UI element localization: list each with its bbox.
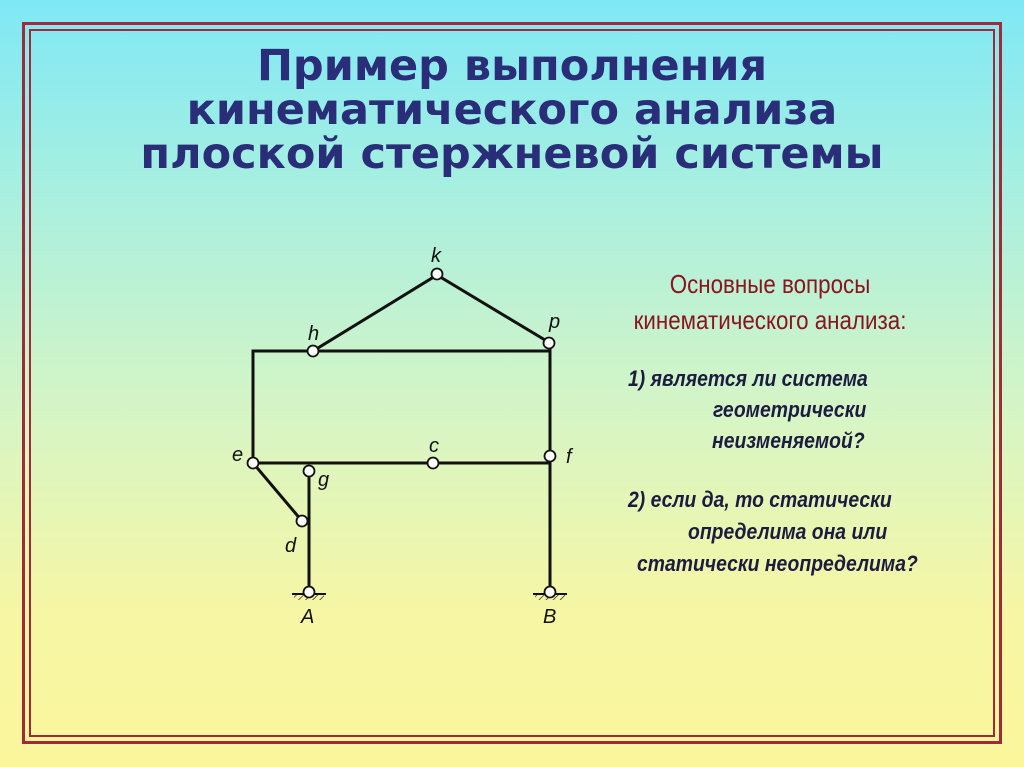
bar-rafter-right (437, 275, 550, 343)
heading-line-2: кинематического анализа: (633, 305, 907, 335)
hinge-f (545, 451, 556, 462)
label-c: c (429, 435, 439, 457)
hinge-B (545, 587, 556, 598)
question-1-line-2: геометрически (713, 397, 867, 422)
question-1-line-3: неизменяемой? (712, 428, 865, 453)
label-h: h (308, 323, 320, 345)
hinge-p (544, 338, 555, 349)
label-g: g (318, 469, 330, 491)
label-d: d (285, 535, 297, 557)
label-k: k (431, 245, 441, 267)
hinge-c (428, 458, 439, 469)
hinge-e (248, 458, 259, 469)
label-f: f (566, 446, 572, 468)
hinge-A (304, 587, 315, 598)
label-A: A (301, 606, 315, 628)
title-line-1: Пример выполнения (256, 41, 768, 91)
question-2-line-3: статически неопределима? (637, 551, 918, 576)
bar-diagonal-ed (253, 463, 302, 521)
label-B: B (543, 606, 557, 628)
label-p: p (549, 311, 561, 333)
question-2-line-2: определима она или (688, 519, 888, 544)
title-line-3: плоской стержневой системы (140, 129, 884, 179)
hinge-d (297, 516, 308, 527)
hinge-h (308, 346, 319, 357)
hinge-k (432, 269, 443, 280)
bar-rafter-left (313, 275, 437, 351)
hinge-g (304, 466, 315, 477)
question-2-line-1: 2) если да, то статически (628, 487, 892, 512)
questions-heading (589, 266, 950, 338)
title-line-2: кинематического анализа (186, 85, 838, 135)
heading-line-1: Основные вопросы (669, 269, 871, 299)
label-e: e (232, 444, 244, 466)
question-1-line-1: 1) является ли система (628, 366, 868, 391)
